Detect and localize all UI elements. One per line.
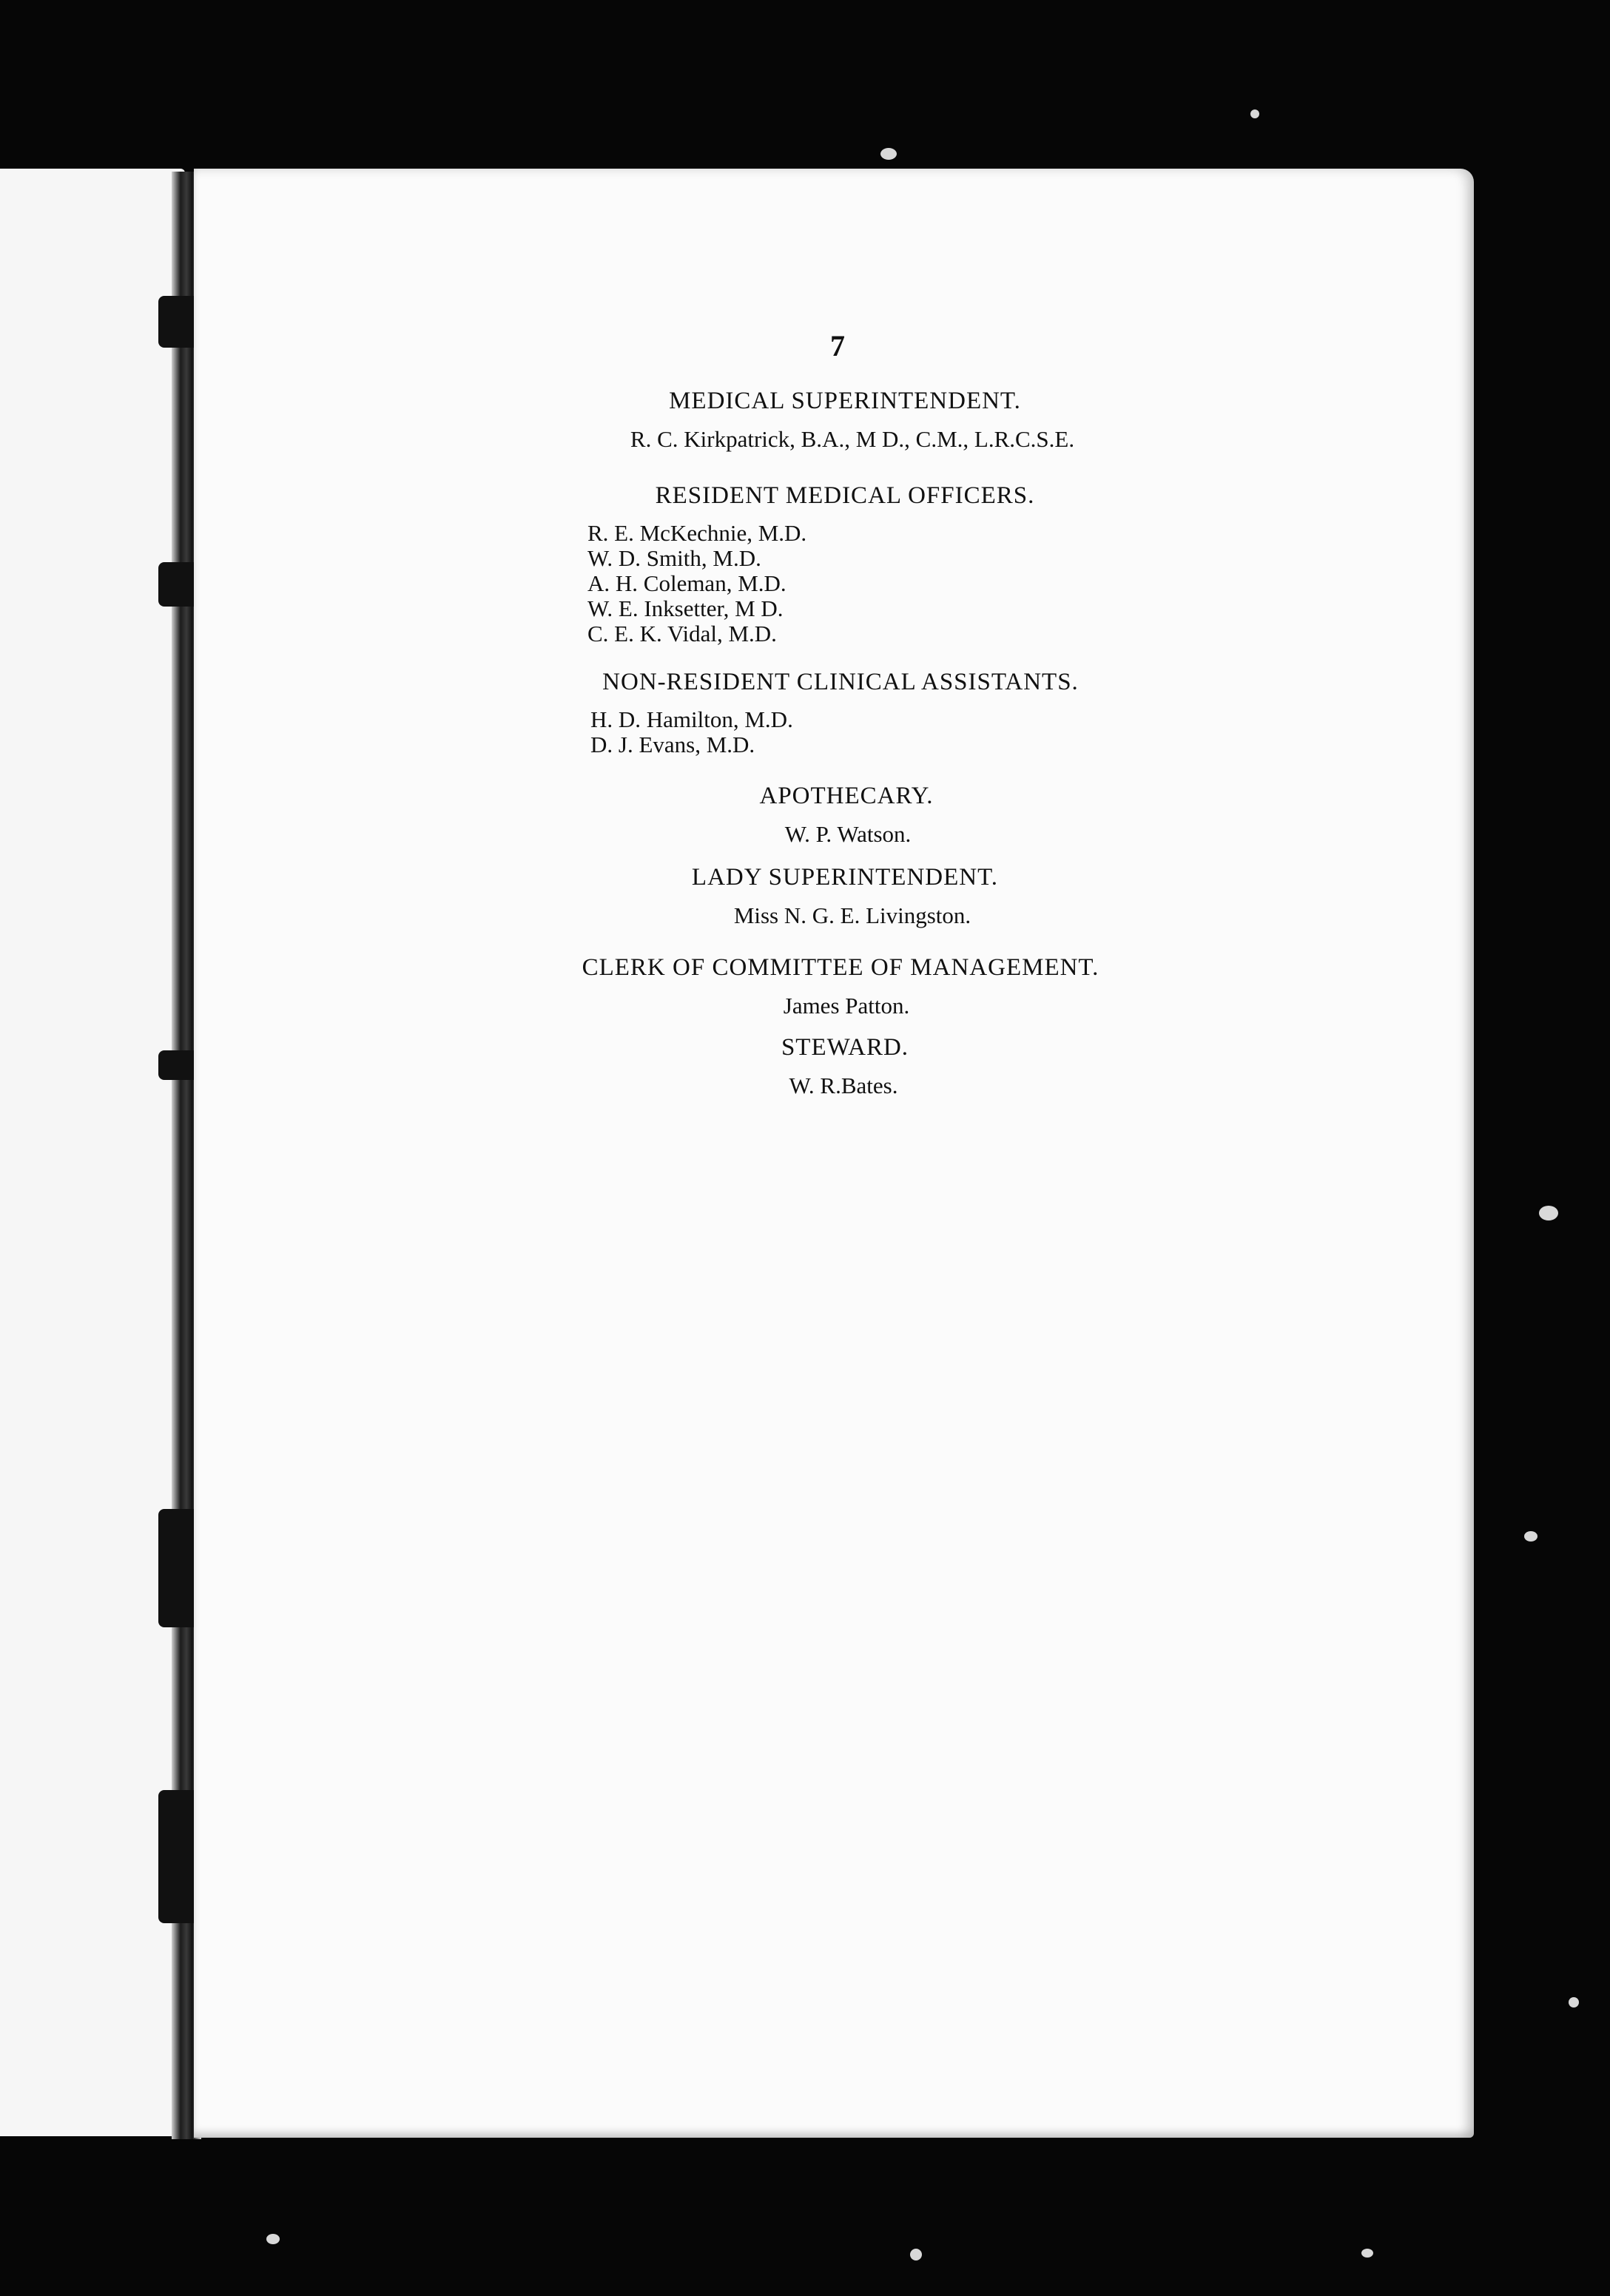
section-heading-resident-medical-officers: RESIDENT MEDICAL OFFICERS. [655, 482, 1035, 509]
document-page [194, 169, 1474, 2138]
dust-speck [910, 2249, 922, 2260]
section-heading-non-resident-clinical-assistants: NON-RESIDENT CLINICAL ASSISTANTS. [602, 669, 1079, 695]
dust-speck [266, 2234, 280, 2244]
clerk-name: James Patton. [783, 993, 910, 1019]
page-number: 7 [830, 329, 845, 362]
list-item: R. E. McKechnie, M.D. [587, 520, 807, 546]
lady-superintendent-name: Miss N. G. E. Livingston. [733, 902, 971, 928]
list-item: D. J. Evans, M.D. [590, 732, 755, 757]
section-heading-lady-superintendent: LADY SUPERINTENDENT. [691, 864, 999, 891]
steward-name: W. R.Bates. [789, 1073, 898, 1098]
list-item: H. D. Hamilton, M.D. [590, 706, 793, 732]
list-item: W. E. Inksetter, M D. [587, 595, 784, 621]
resident-medical-officers-list [587, 521, 806, 646]
dust-speck [1524, 1531, 1537, 1542]
list-item: A. H. Coleman, M.D. [587, 570, 787, 596]
dust-speck [880, 148, 897, 160]
apothecary-name: W. P. Watson. [784, 821, 912, 847]
list-item: C. E. K. Vidal, M.D. [587, 621, 777, 646]
section-heading-steward: STEWARD. [781, 1034, 909, 1061]
section-heading-medical-superintendent: MEDICAL SUPERINTENDENT. [669, 388, 1021, 414]
dust-speck [1250, 109, 1259, 118]
previous-page-edge [0, 169, 185, 2136]
medical-superintendent-name: R. C. Kirkpatrick, B.A., M D., C.M., L.R.C.S.E. [630, 426, 1075, 452]
list-item: W. D. Smith, M.D. [587, 545, 761, 571]
dust-speck [1569, 1997, 1579, 2008]
non-resident-clinical-assistants-list [590, 707, 793, 757]
section-heading-apothecary: APOTHECARY. [759, 783, 934, 809]
section-heading-clerk: CLERK OF COMMITTEE OF MANAGEMENT. [582, 954, 1099, 981]
dust-speck [1361, 2249, 1373, 2258]
dust-speck [1539, 1206, 1558, 1220]
